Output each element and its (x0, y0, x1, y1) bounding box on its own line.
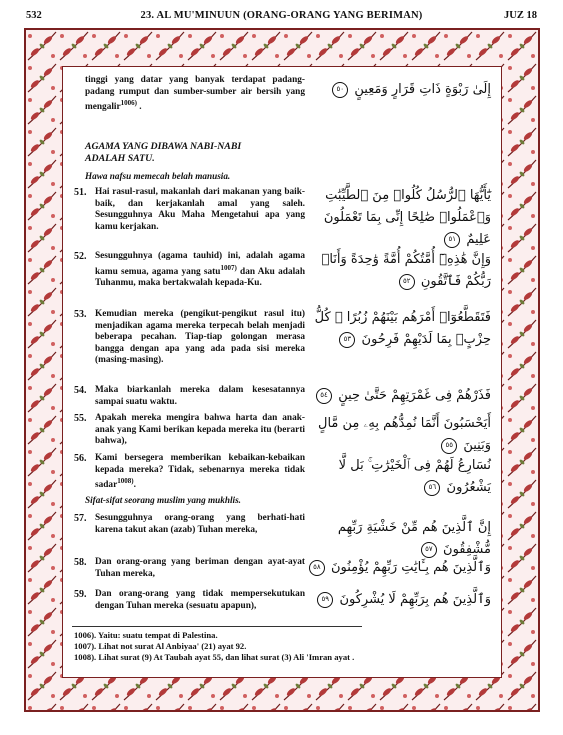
verse-50-translation: tinggi yang datar yang banyak terdapat padang-padang rumput dan sumber-sumber air bersih yang mengalir (85, 75, 305, 113)
verse-number: 52. (74, 251, 87, 262)
verse-number: 51. (74, 187, 87, 198)
page-content: tinggi yang datar yang banyak terdapat padang-padang rumput dan sumber-sumber air bersih yang mengalir$^{1006)}$ . إِلَىٰ رَبْوَةٍ ذَاتِ قَرَارٍ وَمَعِينٍ ٥٠ AGAMA YANG DIBAWA NABI-NABI ADALAH SATU. Hawa nafsu memecah belah manusia. 51. Hai rasul-rasul, makanlah dari makanan yang baik-baik, dan kerjakanlah amal yang saleh. Sesungguhnya Aku Maha Mengetahui apa yang kamu kerjakan. يَٰٓأَيُّهَا ٱلرُّسُلُ كُلُوا۟ مِنَ ٱلطَّيِّبَٰتِ وَٱعْمَلُوا۟ صَٰلِحًا إِنِّى بِمَا تَعْمَلُونَ عَلِيمٌ ٥١ 52. Sesungguhnya (agama tauhid) ini, adalah agama kamu semua, agama yang satu$^{1007)}$ dan Aku adalah Tuhanmu, maka bertakwalah kepada-Ku. وَإِنَّ هَٰذِهِۦٓ أُمَّتُكُمْ أُمَّةً وَٰحِدَةً وَأَنَا۠ رَبُّكُمْ فَٱتَّقُونِ ٥٢ 53. Kemudian mereka (pengikut-pengikut rasul itu) menjadikan agama mereka terpecah belah menjadi beberapa pecahan. Tiap-tiap golongan merasa bangga dengan apa yang ada pada sisi mereka (masing-masing). فَتَقَطَّعُوٓا۟ أَمْرَهُم بَيْنَهُمْ زُبُرًا ۖ كُلُّ حِزْبٍۭ بِمَا لَدَيْهِمْ فَرِحُونَ ٥٣ 54. Maka biarkanlah mereka dalam kesesatannya sampai suatu waktu. فَذَرْهُمْ فِى غَمْرَتِهِمْ حَتَّىٰ حِينٍ ٥٤ 55. Apakah mereka mengira bahwa harta dan anak-anak yang Kami berikan kepada mereka itu (berarti bahwa), أَيَحْسَبُونَ أَنَّمَا نُمِدُّهُم بِهِۦ مِن مَّالٍ وَبَنِينَ ٥٥ 56. Kami bersegera memberikan kebaikan-kebaikan kepada mereka? Tidak, sebenarnya mereka tidak sadar$^{1008)}$. نُسَارِعُ لَهُمْ فِى ٱلْخَيْرَٰتِ ۚ بَل لَّا يَشْعُرُونَ ٥٦ Sifat-sifat seorang muslim yang mukhlis. 57. Sesungguhnya orang-orang yang berhati-hati karena takut akan (azab) Tuhan mereka, إِنَّ ٱلَّذِينَ هُم مِّنْ خَشْيَةِ رَبِّهِم مُّشْفِقُونَ ٥٧ 58. Dan orang-orang yang beriman dengan ayat-ayat Tuhan mereka, وَٱلَّذِينَ هُم بِـَٔايَٰتِ رَبِّهِمْ يُؤْمِنُونَ ٥٨ 59. Dan orang-orang yang tidak mempersekutukan dengan Tuhan mereka (sesuatu apapun), وَٱلَّذِينَ هُم بِرَبِّهِمْ لَا يُشْرِكُونَ ٥٩ (62, 66, 502, 678)
ayah-number-mark: ٥٠ (332, 82, 348, 98)
ayah-number-mark: ٥٨ (309, 560, 325, 576)
verse-translation: Dan orang-orang yang tidak mempersekutukan dengan Tuhan mereka (sesuatu apapun), (95, 589, 305, 611)
verse-arabic: فَتَقَطَّعُوٓا۟ أَمْرَهُم بَيْنَهُمْ زُبُرًا ۖ كُلُّ حِزْبٍۭ بِمَا لَدَيْهِمْ فَرِحُونَ (314, 310, 491, 347)
surah-title: 23. AL MU'MINUUN (ORANG-ORANG YANG BERIMAN) (140, 10, 423, 21)
ayah-number-mark: ٥٣ (339, 332, 355, 348)
verse-arabic: وَإِنَّ هَٰذِهِۦٓ أُمَّتُكُمْ أُمَّةً وَٰحِدَةً وَأَنَا۠ رَبُّكُمْ فَٱتَّقُونِ (321, 252, 491, 289)
ayah-number-mark: ٥٩ (317, 592, 333, 608)
footnote-ref-1007: 1007) (220, 263, 237, 272)
verse-translation: Apakah mereka mengira bahwa harta dan anak-anak yang Kami berikan kepada mereka itu (berarti bahwa), (95, 413, 305, 447)
verse-arabic: فَذَرْهُمْ فِى غَمْرَتِهِمْ حَتَّىٰ حِينٍ (338, 388, 491, 403)
page-number: 532 (26, 10, 42, 21)
footnotes (74, 630, 354, 663)
verse-number: 58. (74, 557, 87, 568)
verse-number: 57. (74, 513, 87, 524)
verse-arabic: إِنَّ ٱلَّذِينَ هُم مِّنْ خَشْيَةِ رَبِّهِم مُّشْفِقُونَ (337, 520, 491, 557)
verse-translation: Sesungguhnya (agama tauhid) ini, adalah agama kamu semua, agama yang satu (95, 251, 305, 277)
section-heading: AGAMA YANG DIBAWA NABI-NABI ADALAH SATU. (85, 141, 242, 164)
verse-translation: Kami bersegera memberikan kebaikan-kebaikan kepada mereka? Tidak, sebenarnya mereka tidak sadar (95, 453, 305, 491)
footnote-ref-1008: 1008) (117, 477, 134, 486)
verse-translation: Maka biarkanlah mereka dalam kesesatannya sampai suatu waktu. (95, 385, 305, 407)
footnote-1008: 1008). Lihat surat (9) At Taubah ayat 55, dan lihat surat (3) Ali 'Imran ayat . (74, 652, 355, 662)
running-head (26, 10, 537, 26)
verse-arabic: أَيَحْسَبُونَ أَنَّمَا نُمِدُّهُم بِهِۦ مِن مَّالٍ وَبَنِينَ (318, 416, 491, 453)
ayah-number-mark: ٥٤ (316, 388, 332, 404)
ornamental-frame (24, 28, 540, 712)
footnote-divider (72, 626, 362, 627)
verse-arabic: وَٱلَّذِينَ هُم بِرَبِّهِمْ لَا يُشْرِكُونَ (339, 592, 491, 607)
verse-arabic: يَٰٓأَيُّهَا ٱلرُّسُلُ كُلُوا۟ مِنَ ٱلطَّيِّبَٰتِ وَٱعْمَلُوا۟ صَٰلِحًا إِنِّى بِمَا تَعْمَلُونَ عَلِيمٌ (323, 188, 491, 247)
ayah-number-mark: ٥٥ (441, 438, 457, 454)
verse-arabic: وَٱلَّذِينَ هُم بِـَٔايَٰتِ رَبِّهِمْ يُؤْمِنُونَ (330, 560, 491, 575)
verse-number: 56. (74, 453, 87, 464)
verse-arabic: نُسَارِعُ لَهُمْ فِى ٱلْخَيْرَٰتِ ۚ بَل لَّا يَشْعُرُونَ (338, 458, 491, 495)
ayah-number-mark: ٥١ (444, 232, 460, 248)
section-subheading: Sifat-sifat seorang muslim yang mukhlis. (85, 495, 241, 505)
verse-number: 53. (74, 309, 87, 320)
verse-translation: Kemudian mereka (pengikut-pengikut rasul itu) menjadikan agama mereka terpecah belah menjadi beberapa pecahan. Tiap-tiap golongan merasa bangga dengan apa yang ada pada sisi mereka (masing-masing). (95, 309, 305, 366)
verse-translation: Dan orang-orang yang beriman dengan ayat-ayat Tuhan mereka, (95, 557, 305, 579)
footnote-1006: 1006). Yaitu: suatu tempat di Palestina. (74, 630, 218, 640)
section-subheading: Hawa nafsu memecah belah manusia. (85, 171, 231, 181)
juz-label: JUZ 18 (504, 10, 537, 21)
verse-number: 59. (74, 589, 87, 600)
verse-translation: Hai rasul-rasul, makanlah dari makanan yang baik-baik, dan kerjakanlah amal yang saleh. Sesungguhnya Aku Maha Mengetahui apa yang kamu kerjakan. (95, 187, 305, 232)
ayah-number-mark: ٥٢ (399, 274, 415, 290)
verse-50-arabic: إِلَىٰ رَبْوَةٍ ذَاتِ قَرَارٍ وَمَعِينٍ (354, 82, 491, 97)
ayah-number-mark: ٥٧ (421, 542, 437, 558)
verse-translation: Sesungguhnya orang-orang yang berhati-hati karena takut akan (azab) Tuhan mereka, (95, 513, 305, 535)
footnote-1007: 1007). Lihat not surat Al Anbiyaa' (21) ayat 92. (74, 641, 247, 651)
verse-number: 54. (74, 385, 87, 396)
footnote-ref-1006: 1006) (120, 99, 137, 108)
verse-number: 55. (74, 413, 87, 424)
ayah-number-mark: ٥٦ (424, 480, 440, 496)
